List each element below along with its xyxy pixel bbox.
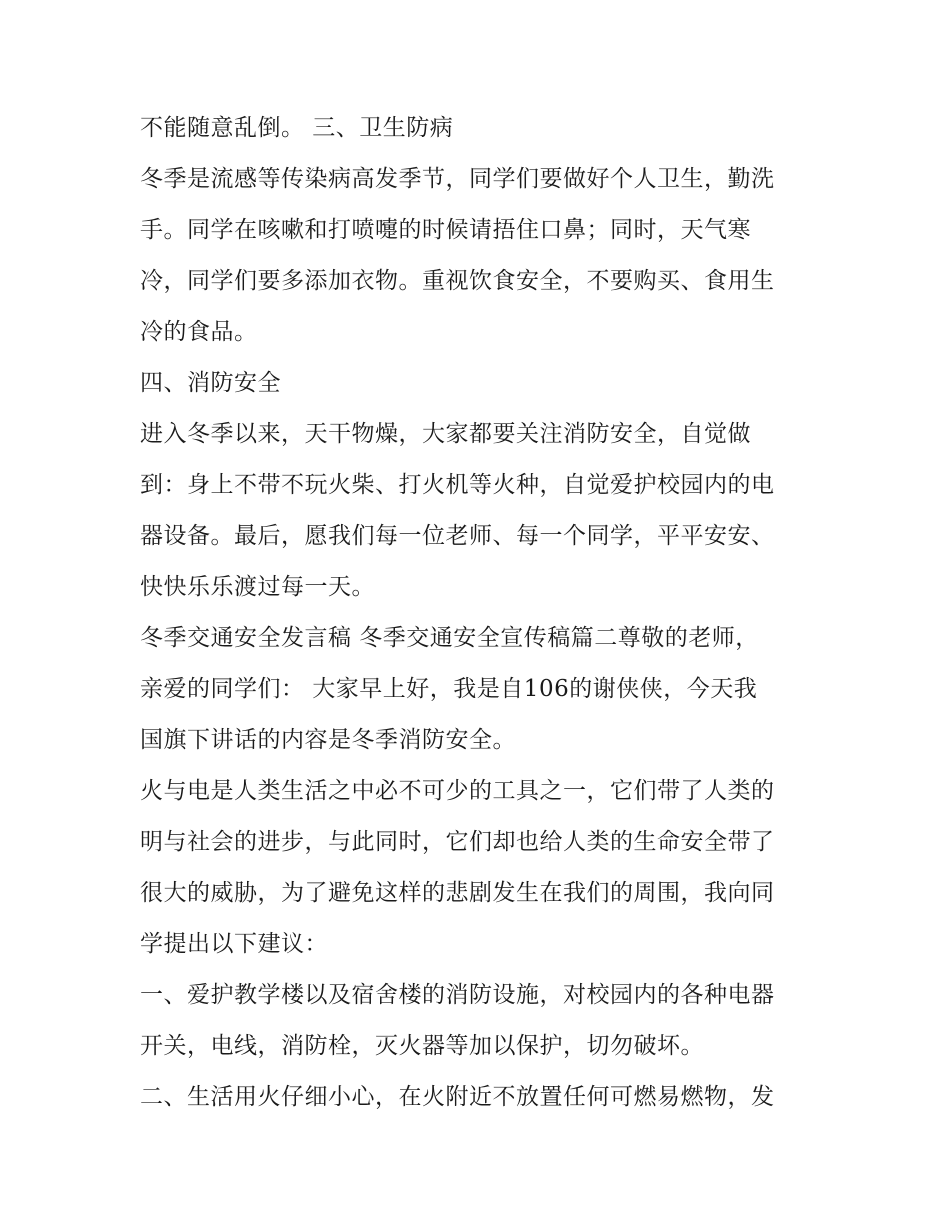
text-line: 一、爱护教学楼以及宿舍楼的消防设施，对校园内的各种电器 (140, 982, 775, 1008)
text-line: 冬季是流感等传染病高发季节，同学们要做好个人卫生，勤洗 (140, 166, 775, 192)
text-line: 开关，电线，消防栓，灭火器等加以保护，切勿破坏。 (140, 1033, 704, 1059)
text-line: 冷，同学们要多添加衣物。重视饮食安全，不要购买、食用生 (140, 268, 775, 294)
text-line: 亲爱的同学们： 大家早上好，我是自106的谢侠侠，今天我 (140, 676, 758, 702)
text-line: 国旗下讲话的内容是冬季消防安全。 (140, 727, 516, 753)
text-line: 冷的食品。 (140, 319, 258, 345)
text-line: 明与社会的进步，与此同时，它们却也给人类的生命安全带了 (140, 829, 775, 855)
text-line: 学提出以下建议： (140, 931, 328, 957)
text-line: 不能随意乱倒。 三、卫生防病 (140, 115, 454, 141)
text-line: 很大的威胁，为了避免这样的悲剧发生在我们的周围，我向同 (140, 880, 775, 906)
text-line: 手。同学在咳嗽和打喷嚏的时候请捂住口鼻；同时，天气寒 (140, 217, 751, 243)
text-line: 二、生活用火仔细小心，在火附近不放置任何可燃易燃物，发 (140, 1084, 775, 1110)
text-line: 冬季交通安全发言稿 冬季交通安全宣传稿篇二尊敬的老师， (140, 625, 759, 651)
text-line: 进入冬季以来，天干物燥，大家都要关注消防安全，自觉做 (140, 421, 751, 447)
section-heading: 四、消防安全 (140, 370, 281, 396)
text-line: 快快乐乐渡过每一天。 (140, 574, 375, 600)
text-line: 火与电是人类生活之中必不可少的工具之一，它们带了人类的 (140, 778, 775, 804)
text-line: 到：身上不带不玩火柴、打火机等火种，自觉爱护校园内的电 (140, 472, 775, 498)
text-line: 器设备。最后，愿我们每一位老师、每一个同学，平平安安、 (140, 523, 775, 549)
